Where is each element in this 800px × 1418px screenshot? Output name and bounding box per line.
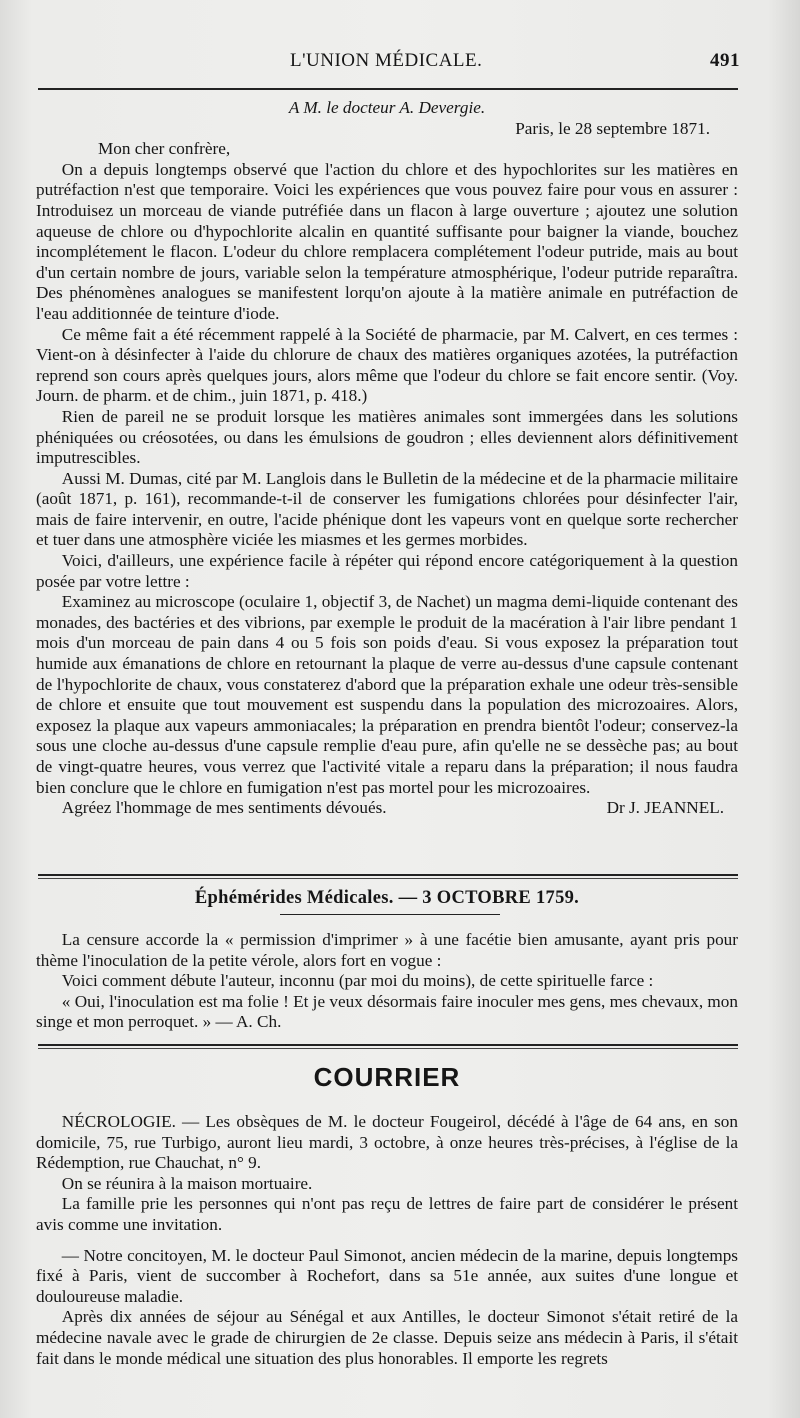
page-number: 491	[710, 50, 740, 71]
letter-addressee: A M. le docteur A. Devergie.	[288, 98, 486, 117]
courrier-paragraph: Après dix années de séjour au Sénégal et aux Antilles, le docteur Simonot s'était retiré de la médecine navale avec le grade de chirurgien de 2e classe. Depuis seize ans médecin à Paris, il s'était fait dans le monde médical une situation des plus honorables. Il emporte les regrets	[36, 1307, 738, 1368]
letter-section	[36, 98, 738, 819]
courrier-paragraph: On se réunira à la maison mortuaire.	[61, 1173, 313, 1193]
ephemerides-underline	[280, 914, 500, 915]
section-rule	[38, 1044, 738, 1049]
courrier-section	[36, 1112, 738, 1369]
letter-greeting: Mon cher confrère,	[98, 139, 231, 159]
courrier-paragraph: — Notre concitoyen, M. le docteur Paul Simonot, ancien médecin de la marine, depuis longtemps fixé à Paris, vient de succomber à Rochefort, dans sa 51e année, aux suites d'une longue et douloureuse maladie.	[36, 1245, 738, 1306]
header-rule	[38, 88, 738, 90]
letter-closing: Agréez l'hommage de mes sentiments dévoués.	[61, 798, 387, 818]
necrologie-label: NÉCROLOGIE.	[61, 1112, 176, 1131]
courrier-title: COURRIER	[313, 1062, 461, 1092]
letter-paragraph: Aussi M. Dumas, cité par M. Langlois dans le Bulletin de la médecine et de la pharmacie militaire (août 1871, p. 161), recommande-t-il de conserver les fumigations chlorées pour désinfecter l'air, mais de faire intervenir, en outre, l'acide phénique dont les vapeurs vont en quelque sorte rechercher et tuer dans une atmosphère viciée les miasmes et les germes morbides.	[36, 468, 738, 550]
letter-signature: Dr J. JEANNEL.	[606, 798, 724, 818]
ephemerides-paragraph: La censure accorde la « permission d'imprimer » à une facétie bien amusante, ayant pris pour thème l'inoculation de la petite vérole, alors fort en vogue :	[36, 930, 738, 970]
ephemerides-section	[36, 930, 738, 1033]
letter-paragraph: Examinez au microscope (oculaire 1, objectif 3, de Nachet) un magma demi-liquide contenant des monades, des bactéries et des vibrions, par exemple le produit de la macération à l'air libre pendant 1 mois d'un morceau de pain dans 4 ou 5 fois son poids d'eau. Si vous exposez la préparation tout humide aux émanations de chlore en retournant la plaque de verre au-dessus d'une capsule contenant de l'hypochlorite de chaux, vous constaterez d'abord que la préparation exhale une odeur très-sensible de chlore et ensuite que tout mouvement est suspendu dans la population des microzoaires. Alors, exposez la plaque aux vapeurs ammoniacales; la préparation en prendra bientôt l'odeur; conservez-la sous une cloche au-dessus d'une capsule remplie d'eau pure, afin qu'elle ne se dessèche pas; au bout de vingt-quatre heures, vous verrez que l'activité vitale a reparu dans la préparation; il nous faudra bien conclure que le chlore en fumigation n'est pas mortel pour les microzoaires.	[36, 592, 738, 797]
section-rule	[38, 874, 738, 879]
letter-paragraph: On a depuis longtemps observé que l'action du chlore et des hypochlorites sur les matières en putréfaction n'est que temporaire. Voici les expériences que vous pouvez faire pour vous en assurer : Introduisez un morceau de viande putréfiée dans un flacon à large ouverture ; ajoutez une solution aqueuse de chlore ou d'hypochlorite alcalin en quantité suffisante pour baigner la viande, bouchez incomplétement le flacon. L'odeur du chlore remplacera complétement l'odeur putride, mais au bout d'un certain nombre de jours, variable selon la température atmosphérique, l'odeur putride reparaîtra. Des phénomènes analogues se manifestent lorqu'on ajoute à la matière animale en putréfaction de l'eau additionnée de teinture d'iode.	[36, 159, 738, 323]
letter-place-date: Paris, le 28 septembre 1871.	[515, 118, 710, 138]
page-header	[40, 48, 740, 78]
letter-paragraph: Rien de pareil ne se produit lorsque les matières animales sont immergées dans les solutions phéniquées ou créosotées, ou dans les émulsions de goudron ; elles deviennent alors définitivement imputrescibles.	[36, 406, 738, 468]
letter-paragraph: Ce même fait a été récemment rappelé à la Société de pharmacie, par M. Calvert, en ces termes : Vient-on à désinfecter à l'aide du chlorure de chaux des matières organiques azotées, la putréfaction reprend son cours après quelques jours, alors même que l'odeur du chlore se fait encore sentir. (Voy. Journ. de pharm. et de chim., juin 1871, p. 418.)	[36, 324, 738, 406]
courrier-paragraph: La famille prie les personnes qui n'ont pas reçu de lettres de faire part de considérer le présent avis comme une invitation.	[36, 1194, 738, 1234]
letter-paragraph: Voici, d'ailleurs, une expérience facile à répéter qui répond encore catégoriquement à la question posée par votre lettre :	[36, 551, 738, 591]
ephemerides-paragraph: « Oui, l'inoculation est ma folie ! Et je veux désormais faire inoculer mes gens, mes chevaux, mon singe et mon perroquet. » — A. Ch.	[36, 991, 738, 1032]
courrier-paragraph: NÉCROLOGIE. — Les obsèques de M. le docteur Fougeirol, décédé à l'âge de 64 ans, en son domicile, 75, rue Turbigo, auront lieu mardi, 3 octobre, à onze heures très-précises, à l'église de la Rédemption, rue Chauchat, n° 9.	[36, 1112, 738, 1173]
journal-title: L'UNION MÉDICALE.	[290, 50, 483, 71]
ephemerides-title: Éphémérides Médicales. — 3 OCTOBRE 1759.	[194, 888, 580, 908]
letter-signoff	[36, 798, 738, 819]
ephemerides-paragraph: Voici comment débute l'auteur, inconnu (par moi du moins), de cette spirituelle farce :	[61, 971, 654, 991]
